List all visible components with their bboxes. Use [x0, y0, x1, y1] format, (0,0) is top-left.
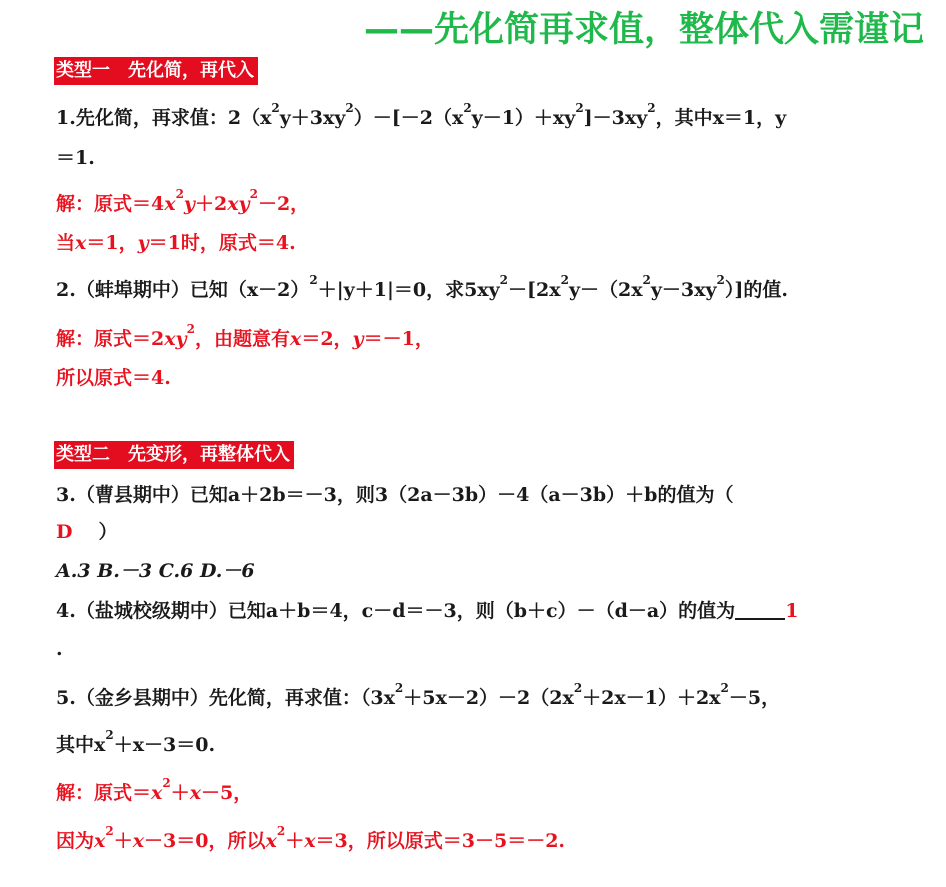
q5-text: 其中x	[56, 734, 106, 756]
answer-var: x	[164, 193, 176, 215]
q2-text: ＋|y＋1|＝0，求5xy	[317, 279, 500, 301]
answer-text: 解：原式＝4	[56, 193, 165, 215]
superscript: 2	[345, 101, 354, 115]
q5-text: ＋x－3＝0.	[113, 734, 216, 756]
question-number: 1.	[56, 107, 76, 129]
answer-var: x	[289, 328, 302, 350]
q1-text: ）－[－2（x	[353, 107, 464, 129]
superscript: 2	[720, 681, 729, 695]
q1-text: y＋3xy	[279, 107, 346, 129]
answer-text: －2，	[257, 193, 310, 215]
superscript: 2	[276, 824, 286, 838]
answer-blank	[735, 598, 785, 620]
answer-value: 1	[785, 600, 799, 622]
answer-text: ＋	[170, 782, 190, 804]
answer-text: ＋	[113, 830, 133, 852]
answer-1-line-1	[56, 189, 309, 221]
answer-var: x	[94, 830, 106, 852]
superscript: 2	[642, 273, 651, 287]
answer-var: x	[189, 782, 202, 804]
answer-var: x	[265, 830, 277, 852]
q5-text: ＋2x－1）＋2x	[582, 687, 721, 709]
question-2-line-1	[56, 275, 788, 307]
superscript: 2	[394, 681, 404, 695]
answer-var: x	[151, 782, 163, 804]
question-number: 4.	[56, 600, 76, 622]
answer-var: y	[183, 193, 195, 215]
q4-text: （盐城校级期中）已知a＋b＝4，c－d＝－3，则（b＋c）－（d－a）的值为	[75, 600, 736, 622]
q3-text: ）	[98, 521, 118, 543]
question-1-line-2: ＝1.	[56, 147, 95, 169]
q5-text: ＋5x－2）－2（2x	[403, 687, 574, 709]
answer-text: ＝1时，原式＝4.	[148, 232, 296, 254]
q1-text: y－1）＋xy	[471, 107, 576, 129]
answer-text: ＝2，	[301, 328, 353, 350]
answer-var: xy	[164, 328, 187, 350]
superscript: 2	[105, 728, 114, 742]
question-3-line-2	[56, 517, 118, 547]
q1-text: ]－3xy	[583, 107, 648, 129]
superscript: 2	[560, 273, 569, 287]
answer-text: ＝－1，	[363, 328, 434, 350]
answer-var: x	[75, 232, 87, 254]
question-5-line-1	[56, 683, 780, 715]
answer-text: ＋	[285, 830, 305, 852]
superscript: 2	[647, 101, 656, 115]
answer-text: 解：原式＝2	[56, 328, 165, 350]
q3-text: （曹县期中）已知a＋2b＝－3，则3（2a－3b）－4（a－3b）＋b的值为（	[75, 484, 734, 506]
answer-text: －3＝0，所以	[144, 830, 266, 852]
superscript: 2	[175, 187, 184, 201]
question-number: 3.	[56, 484, 76, 506]
question-4-line-2: .	[56, 638, 63, 660]
question-4-line-1	[56, 596, 798, 626]
superscript: 2	[249, 187, 258, 201]
answer-2-line-1	[56, 324, 434, 356]
q1-text: 先化简，再求值：2（x	[75, 107, 272, 129]
answer-5-line-1	[56, 778, 252, 810]
question-number: 2.	[56, 279, 76, 301]
question-1-line-1	[56, 103, 786, 135]
answer-2-line-2: 所以原式＝4.	[56, 367, 171, 389]
q2-text: （蚌埠期中）已知（x－2）	[75, 279, 310, 301]
q2-text: y－3xy	[650, 279, 717, 301]
q5-text: （金乡县期中）先化简，再求值：（3x	[75, 687, 395, 709]
superscript: 2	[271, 101, 280, 115]
answer-text: 当	[56, 232, 76, 254]
answer-var: x	[132, 830, 145, 852]
answer-var: xy	[227, 193, 250, 215]
question-number: 5.	[56, 687, 76, 709]
question-5-line-2	[56, 730, 215, 762]
answer-text: ，由题意有	[194, 328, 290, 350]
superscript: 2	[499, 273, 509, 287]
answer-text: ＋2	[194, 193, 228, 215]
superscript: 2	[716, 273, 725, 287]
answer-5-line-2	[56, 826, 565, 858]
answer-var: x	[304, 830, 316, 852]
superscript: 2	[575, 101, 584, 115]
superscript: 2	[105, 824, 114, 838]
superscript: 2	[162, 776, 171, 790]
answer-choice: D	[56, 521, 73, 543]
superscript: 2	[573, 681, 583, 695]
superscript: 2	[463, 101, 472, 115]
section-tag-type1: 类型一 先化简，再代入	[54, 57, 258, 85]
page-title: ——先化简再求值，整体代入需谨记	[363, 10, 924, 50]
q2-text: －[2x	[508, 279, 561, 301]
answer-var: y	[352, 328, 364, 350]
answer-text: ＝3，所以原式＝3－5＝－2.	[315, 830, 566, 852]
superscript: 2	[309, 273, 318, 287]
q5-text: －5，	[728, 687, 781, 709]
answer-var: y	[137, 232, 149, 254]
section-tag-type2: 类型二 先变形，再整体代入	[54, 441, 294, 469]
answer-text: 因为	[56, 830, 95, 852]
answer-text: －5，	[201, 782, 253, 804]
question-3-options: A.3 B.－3 C.6 D.－6	[56, 560, 255, 582]
question-3-line-1	[56, 480, 733, 510]
answer-1-line-2	[56, 228, 296, 258]
superscript: 2	[186, 322, 195, 336]
q2-text: y－（2x	[568, 279, 643, 301]
q1-text: ，其中x＝1，y	[655, 107, 787, 129]
answer-text: ＝1，	[86, 232, 138, 254]
answer-text: 解：原式＝	[56, 782, 152, 804]
q2-text: ）]的值.	[724, 279, 788, 301]
